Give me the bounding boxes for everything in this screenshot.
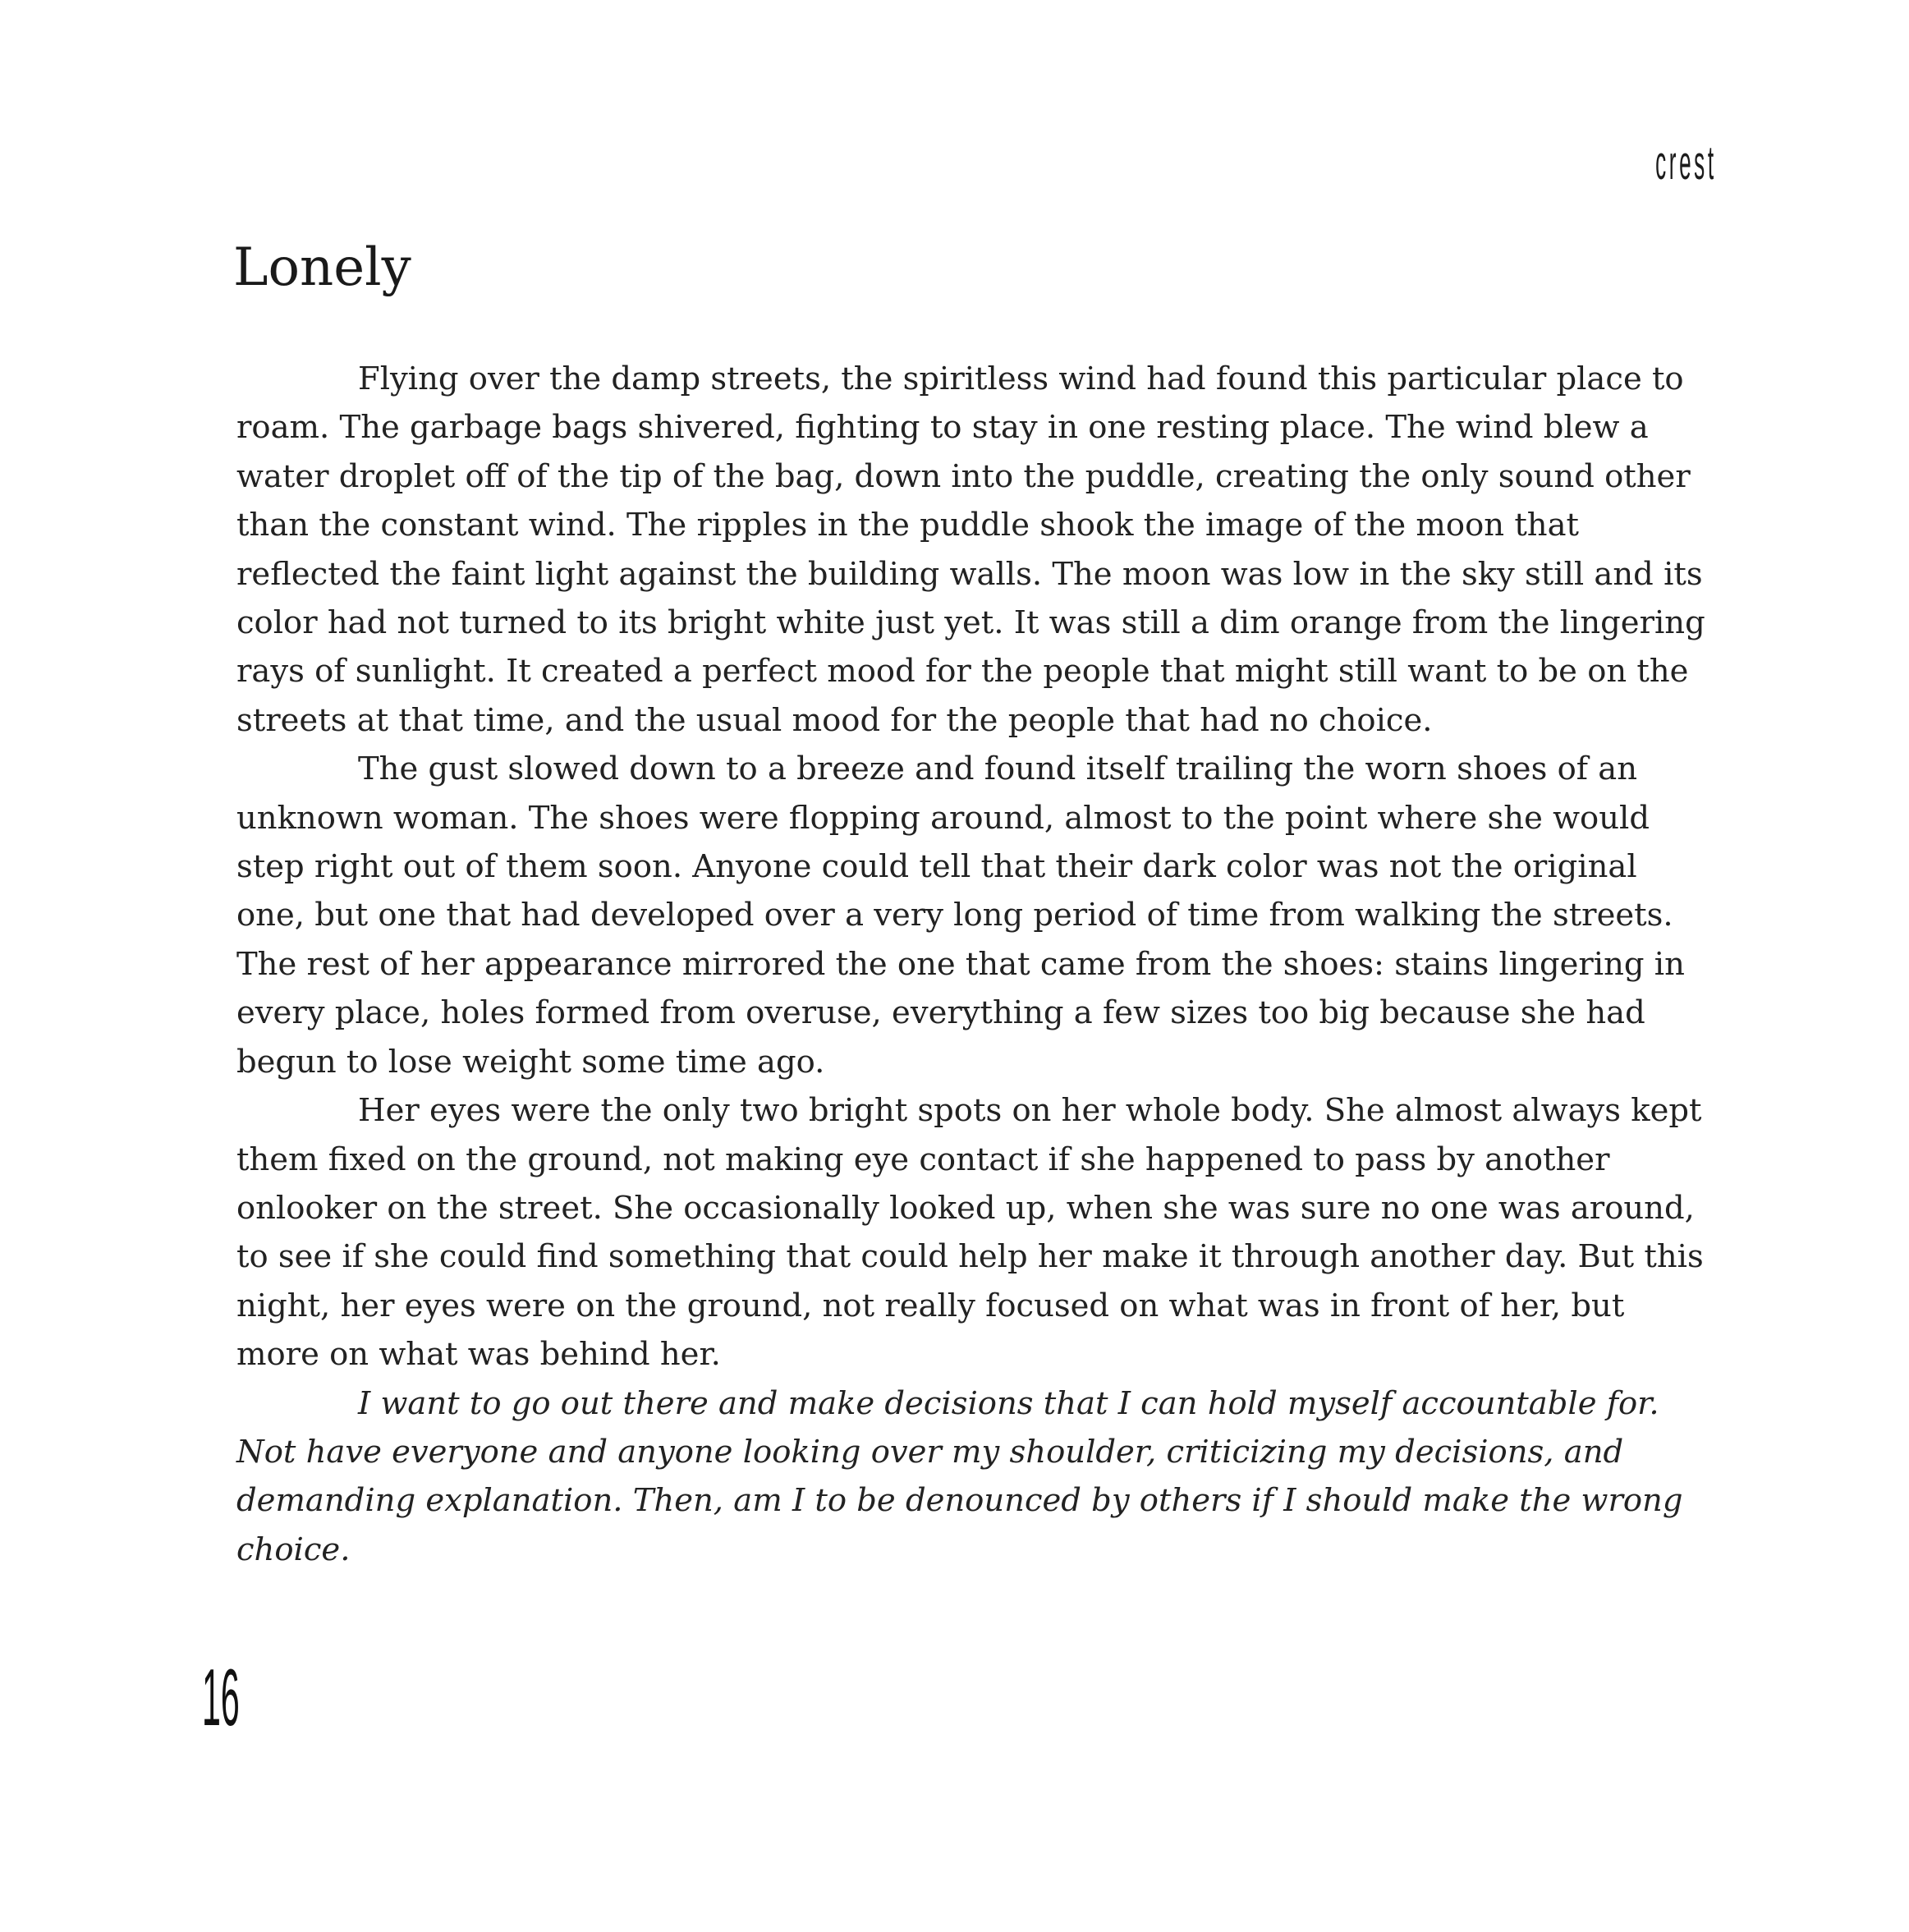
story-body <box>236 355 1706 1574</box>
page-number: 16 <box>202 1652 240 1742</box>
paragraph-3: Her eyes were the only two bright spots on her whole body. She almost always kept them fixed on the ground, not making eye contact if she happened to pass by another onlooker on the street. She occasionally looked up, when she was sure no one was around, to see if she could find something that could help her make it through another day. But this night, her eyes were on the ground, not really focused on what was in front of her, but more on what was behind her. <box>236 1092 1704 1374</box>
paragraph-2: The gust slowed down to a breeze and found itself trailing the worn shoes of an unknown woman. The shoes were flopping around, almost to the point where she would step right out of them soon. Anyone could tell that their dark color was not the original one, but one that had developed over a very long period of time from walking the streets. The rest of her appearance mirrored the one that came from the shoes: stains lingering in every place, holes formed from overuse, everything a few sizes too big because she had begun to lose weight some time ago. <box>236 750 1685 1081</box>
paragraph-1: Flying over the damp streets, the spiritless wind had found this particular place to roam. The garbage bags shivered, fighting to stay in one resting place. The wind blew a water droplet off of the tip of the bag, down into the puddle, creating the only sound other than the constant wind. The ripples in the puddle shook the image of the moon that reflected the faint light against the building walls. The moon was low in the sky still and its color had not turned to its bright white just yet. It was still a dim orange from the lingering rays of sunlight. It created a perfect mood for the people that might still want to be on the streets at that time, and the usual mood for the people that had no choice. <box>236 360 1705 739</box>
paragraph-4-italic: I want to go out there and make decisions that I can hold myself accountable for. Not have everyone and anyone looking over my shoulder, criticizing my decisions, and demanding explanation. Then, am I to be denounced by others if I should make the wrong choice. <box>236 1384 1683 1568</box>
story-title: Lonely <box>233 237 411 298</box>
running-head: crest <box>1655 136 1717 190</box>
